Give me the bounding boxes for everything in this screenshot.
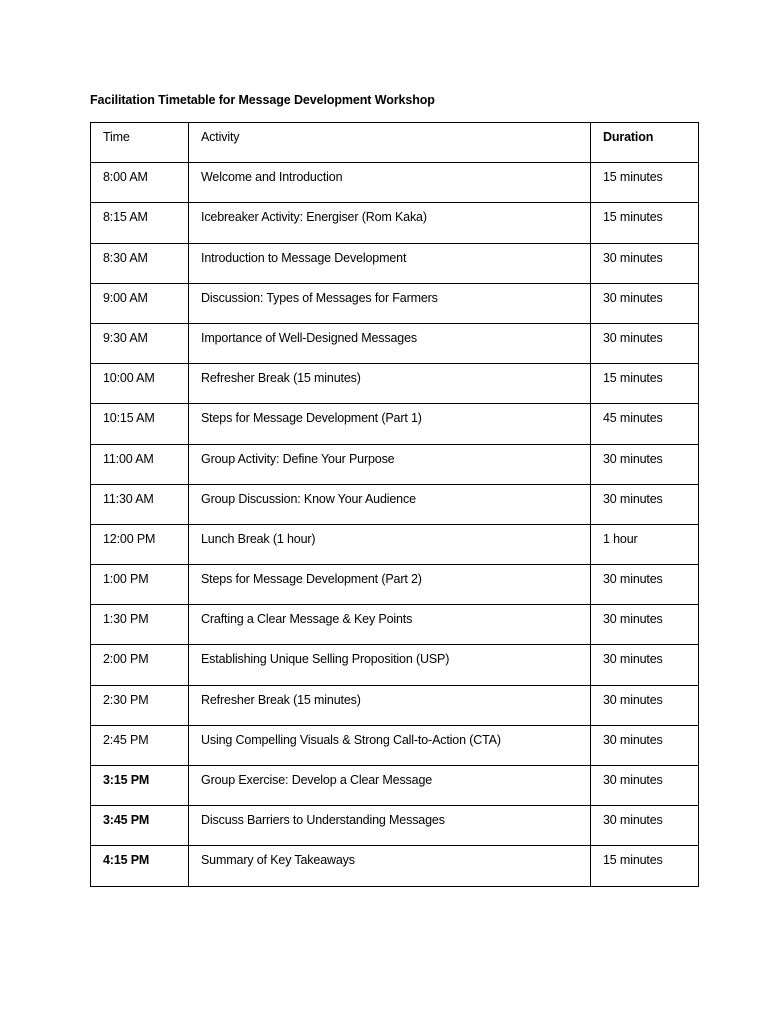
activity-cell: Discussion: Types of Messages for Farmers	[189, 283, 591, 323]
table-row	[91, 163, 699, 203]
table-row	[91, 364, 699, 404]
table-row	[91, 725, 699, 765]
time-cell: 12:00 PM	[91, 524, 189, 564]
header-cell-time: Time	[91, 123, 189, 163]
table-row	[91, 323, 699, 363]
time-cell: 11:00 AM	[91, 444, 189, 484]
duration-cell: 30 minutes	[591, 283, 699, 323]
activity-cell: Steps for Message Development (Part 1)	[189, 404, 591, 444]
table-row	[91, 243, 699, 283]
time-cell: 8:30 AM	[91, 243, 189, 283]
duration-cell: 30 minutes	[591, 806, 699, 846]
time-cell: 11:30 AM	[91, 484, 189, 524]
activity-cell: Crafting a Clear Message & Key Points	[189, 605, 591, 645]
table-row	[91, 605, 699, 645]
table-row	[91, 766, 699, 806]
time-cell: 1:30 PM	[91, 605, 189, 645]
time-cell: 2:00 PM	[91, 645, 189, 685]
duration-cell: 30 minutes	[591, 484, 699, 524]
table-row	[91, 806, 699, 846]
time-cell: 1:00 PM	[91, 565, 189, 605]
header-cell-duration: Duration	[591, 123, 699, 163]
activity-cell: Group Activity: Define Your Purpose	[189, 444, 591, 484]
duration-cell: 30 minutes	[591, 605, 699, 645]
duration-cell: 15 minutes	[591, 203, 699, 243]
activity-cell: Establishing Unique Selling Proposition (USP)	[189, 645, 591, 685]
activity-cell: Using Compelling Visuals & Strong Call-to-Action (CTA)	[189, 725, 591, 765]
duration-cell: 1 hour	[591, 524, 699, 564]
header-cell-activity: Activity	[189, 123, 591, 163]
table-row	[91, 685, 699, 725]
activity-cell: Steps for Message Development (Part 2)	[189, 565, 591, 605]
duration-cell: 30 minutes	[591, 323, 699, 363]
time-cell: 4:15 PM	[91, 846, 189, 886]
timetable-table	[90, 122, 699, 887]
activity-cell: Lunch Break (1 hour)	[189, 524, 591, 564]
table-row	[91, 484, 699, 524]
duration-cell: 30 minutes	[591, 685, 699, 725]
activity-cell: Summary of Key Takeaways	[189, 846, 591, 886]
activity-cell: Group Exercise: Develop a Clear Message	[189, 766, 591, 806]
time-cell: 9:30 AM	[91, 323, 189, 363]
duration-cell: 15 minutes	[591, 846, 699, 886]
time-cell: 10:00 AM	[91, 364, 189, 404]
table-row	[91, 283, 699, 323]
table-row	[91, 565, 699, 605]
time-cell: 9:00 AM	[91, 283, 189, 323]
duration-cell: 45 minutes	[591, 404, 699, 444]
activity-cell: Group Discussion: Know Your Audience	[189, 484, 591, 524]
duration-cell: 30 minutes	[591, 766, 699, 806]
activity-cell: Importance of Well-Designed Messages	[189, 323, 591, 363]
duration-cell: 30 minutes	[591, 645, 699, 685]
duration-cell: 30 minutes	[591, 243, 699, 283]
duration-cell: 30 minutes	[591, 725, 699, 765]
table-row	[91, 846, 699, 886]
activity-cell: Discuss Barriers to Understanding Messages	[189, 806, 591, 846]
time-cell: 3:45 PM	[91, 806, 189, 846]
duration-cell: 15 minutes	[591, 163, 699, 203]
time-cell: 3:15 PM	[91, 766, 189, 806]
duration-cell: 15 minutes	[591, 364, 699, 404]
document-title: Facilitation Timetable for Message Development Workshop	[90, 93, 435, 107]
table-row	[91, 444, 699, 484]
activity-cell: Welcome and Introduction	[189, 163, 591, 203]
time-cell: 2:30 PM	[91, 685, 189, 725]
time-cell: 2:45 PM	[91, 725, 189, 765]
time-cell: 10:15 AM	[91, 404, 189, 444]
activity-cell: Refresher Break (15 minutes)	[189, 685, 591, 725]
time-cell: 8:00 AM	[91, 163, 189, 203]
table-header-row	[91, 123, 699, 163]
table-row	[91, 645, 699, 685]
activity-cell: Refresher Break (15 minutes)	[189, 364, 591, 404]
table-row	[91, 524, 699, 564]
duration-cell: 30 minutes	[591, 444, 699, 484]
activity-cell: Icebreaker Activity: Energiser (Rom Kaka)	[189, 203, 591, 243]
activity-cell: Introduction to Message Development	[189, 243, 591, 283]
table-row	[91, 203, 699, 243]
table-row	[91, 404, 699, 444]
duration-cell: 30 minutes	[591, 565, 699, 605]
time-cell: 8:15 AM	[91, 203, 189, 243]
